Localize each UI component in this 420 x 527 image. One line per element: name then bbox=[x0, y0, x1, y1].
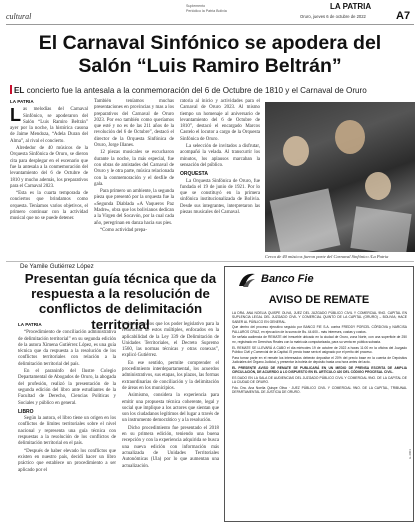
section-subhead: LIBRO bbox=[18, 408, 34, 415]
drop-cap: L bbox=[10, 105, 21, 126]
second-column-1: LA PATRIA “Procedimiento de conciliación administrativa de delimitación territorial” en su segunda edición de la autora Ximena Gutiérrez López, es una guía técnica que da respuesta a la resolución de los conflictos territoriales con relación a la delimitación territorial del país. En el paraninfo del Ilustre Colegio Departamental de Abogados de Oruro, la abogada del profesión, realizó la presentación de la segunda edición del libro ante estudiantes de la Facultad de Derecho, Ciencias Políticas y Sociales y público en general. LIBRO Según la autora, el libro tiene un origen en los conflictos de límites territoriales sobre el nivel nacional y representa una guía técnica con respuestas a la resolución de los conflictos de delimitación territorial en el país. “Después de haber elevado los conflictos que existen en nuestro país, decidí hacer un libro práctico que establece un procedimiento a ser aplicado por el bbox=[18, 322, 116, 473]
issue-date: Oruro, jueves 6 de octubre de 2022 bbox=[300, 14, 366, 19]
main-subheadline: EL concierto fue la antesala a la conmemoración del 6 de Octubre de 1810 y el Carnaval de Oruro bbox=[10, 85, 414, 95]
second-byline: De Yamile Gutiérrez López bbox=[20, 263, 94, 270]
bank-logo-icon bbox=[237, 270, 257, 290]
article-source: LA PATRIA bbox=[18, 322, 42, 327]
main-column-3: ratoria al inicio y actividades para el Carnaval de Oruro 2023. Al mismo tiempo un homenaje al aniversario de levantamiento del 6 de Octubre de 1810”, destacó el encargado Marcos Castelo el locutor a cargo de la Orquesta Sinfónica de Oruro. La selección de invitados a disfrutar, acompañó la velada. Al transcurrir los minutos, los aplausos marcaban la sensación del público. ORQUESTA La Orquesta Sinfónica de Oruro, fue fundada el 19 de junio de 1921. Por lo que se constituyó en la primera sinfónica institucionalizada de Bolivia. Desde sus integrantes, interpretaron las piezas musicales del Carnaval. bbox=[180, 99, 260, 216]
main-headline: El Carnaval Sinfónico se apodera del Salón “Luis Ramiro Beltrán” bbox=[38, 32, 382, 77]
bank-logo: Banco Fie bbox=[261, 273, 314, 285]
section-divider bbox=[6, 261, 414, 262]
supplement-label: Suplemento Periódico la Patria Bolivia bbox=[186, 4, 227, 13]
main-column-2: También teníamos muchas presentaciones en provincias y mas a los preparativos del Carnaval de Oruro 2023. Por eso también como queríamos que esté y no es de las 211 años de la revolución del 6 de Octubre”, destacó el director de la Orquesta Sinfónica de Oruro, Jorge Illanes. 12 piezas musicales se escucharon durante la noche, la más especial, fue con obras de amistades del Carnaval de Oruro y le otra parte, música relacionada con la conmemoración y el desfile de gala. Para primero un ambiente, la segunda pieza que presentó por la orquesta fue la «Segunda Diablada «A Vaqueros Paz Madre», obra que los bolivianos dedican a la Virgen del Socavón, por la cual cada año, peregrinan en danza hacia sus pies. “Como actividad prepa- bbox=[94, 99, 174, 233]
ad-title: AVISO DE REMATE bbox=[268, 294, 370, 306]
section-label: cultural bbox=[6, 12, 32, 21]
header-rule bbox=[6, 24, 414, 25]
photo-caption: Cerca de 40 músicos fueron parte del Carnaval Sinfónico /La Patria bbox=[265, 254, 389, 259]
main-column-1: LA PATRIA Las melodías del Carnaval Sinfónico, se apoderaron del Salón “Luis Ramiro Beltrán” ayer por la noche, la histórica casona de Jaime Mendoza, “Adela Duran del Alma”, al rival el concierto. Alrededor de 40 músicos de la Orquesta Sinfónica de Oruro, se dieron cita para desplegar en el escenario que fue la antesala a la conmemoración del levantamiento del 6 de Octubre de 1810 y mucho además, los preparativos para el Carnaval 2023. “Esta es la cuarta temporada de conciertos que brindamos como orquesta. Teníamos varios objetivos, el primero continuar con la actividad musical que no se puede detener. bbox=[10, 99, 88, 222]
ad-body: LA DRA. ANA NOELIA QUISPE OLIVA, JUEZ DEL JUZGADO PÚBLICO CIVIL Y COMERCIAL 9NO. CAPITAL EN SUPLENCIA LEGAL DEL JUZGADO CIVIL Y COMERCIAL QUINTO DE LA CAPITAL (ORURO) – BOLIVIA; HACE SABER AL PÚBLICO EN GENERAL. Que dentro del proceso ejecutivo seguido por BANCO FIE S.A. contra FREDDY PORCEL CÓRDOVA y NARCISA PALLAROS CRUZ, en ejecución de la suma de Bs. 44.600.- más intereses, costas y costos. Se señala audiencia de REMATE del inmueble ubicado en la ciudad de Oruro, zona Norte, con una superficie de 250 m², registrado en Derechos Reales con la matrícula computarizada, para su venta en pública subasta. EL REMATE SE LLEVARÁ A CABO el día miércoles 19 de octubre de 2022 a horas 11:00 en la oficina del Juzgado Público Civil y Comercial de la Capital. El precio base será el asignado por el perito del proceso. Para tomar parte en el remate los interesados deberán depositar el 20% del precio base en la cuenta de Depósitos Judiciales del Órgano Judicial, y presentar la boleta de depósito hasta una hora antes del acto. EL PRESENTE AVISO DE REMATE SE PUBLICARÁ EN UN MEDIO DE PRENSA ESCRITA DE AMPLIA CIRCULACIÓN, DE ACUERDO A LO DISPUESTO EN EL ARTÍCULO 420 DEL CÓDIGO PROCESAL CIVIL. ES DADO EN LA SALA DE AUDIENCIAS DEL JUZGADO PÚBLICO CIVIL Y COMERCIAL 9NO. DE LA CAPITAL DE LA CIUDAD DE ORURO. Fdo. Dra. Ana Noelia Quispe Oliva · JUEZ PÚBLICO CIVIL Y COMERCIAL 9NO. DE LA CAPITAL, TRIBUNAL DEPARTAMENTAL DE JUSTICIA DE ORURO. bbox=[232, 311, 407, 395]
ad-code: E-4001 bbox=[408, 449, 412, 459]
page-header bbox=[0, 0, 420, 30]
second-headline: Presentan guía técnica que da respuesta a la resolución de conflictos de delimitación territorial bbox=[24, 271, 217, 332]
orchestra-photo bbox=[265, 102, 415, 252]
accent-bar bbox=[10, 85, 12, 94]
section-subhead: ORQUESTA bbox=[180, 171, 208, 178]
newspaper-logo: LA PATRIA bbox=[330, 2, 372, 11]
article-byline: LA PATRIA bbox=[10, 99, 34, 104]
auction-notice-ad bbox=[224, 266, 414, 522]
second-column-2: intérprete en los que los poder legislativo para la resolución de estos múltiples, enfocados en la aplicabilidad de la Ley 339 de Delimitación de Unidades Territoriales, el Decreto Supremo 1560, las normas técnicas y otras conexas”, explicó Gutiérrez. En ese sentido, permite comprender el procedimiento interdepartamental, los acuerdos administrativos, sus etapas, los plazos, las formas extraordinarias de conciliación y la delimitación de áreas en los municipios. Asimismo, considera la experiencia para emitir una propuesta técnica coherente, legal y social que implique a los actores que sientan que son los ciudadanos legítimos del lugar a través de un instrumento democrático y a la resolución. Dicho procedimiento fue presentado el 2018 en su primera edición, teniendo una buena recepción y con la experiencia adquirida se busca una nueva edición con información más actualizada de Unidades Territoriales Autonómicas (Ula) por lo que aumentan una actualización. bbox=[122, 322, 219, 469]
page-number: A7 bbox=[396, 10, 411, 22]
